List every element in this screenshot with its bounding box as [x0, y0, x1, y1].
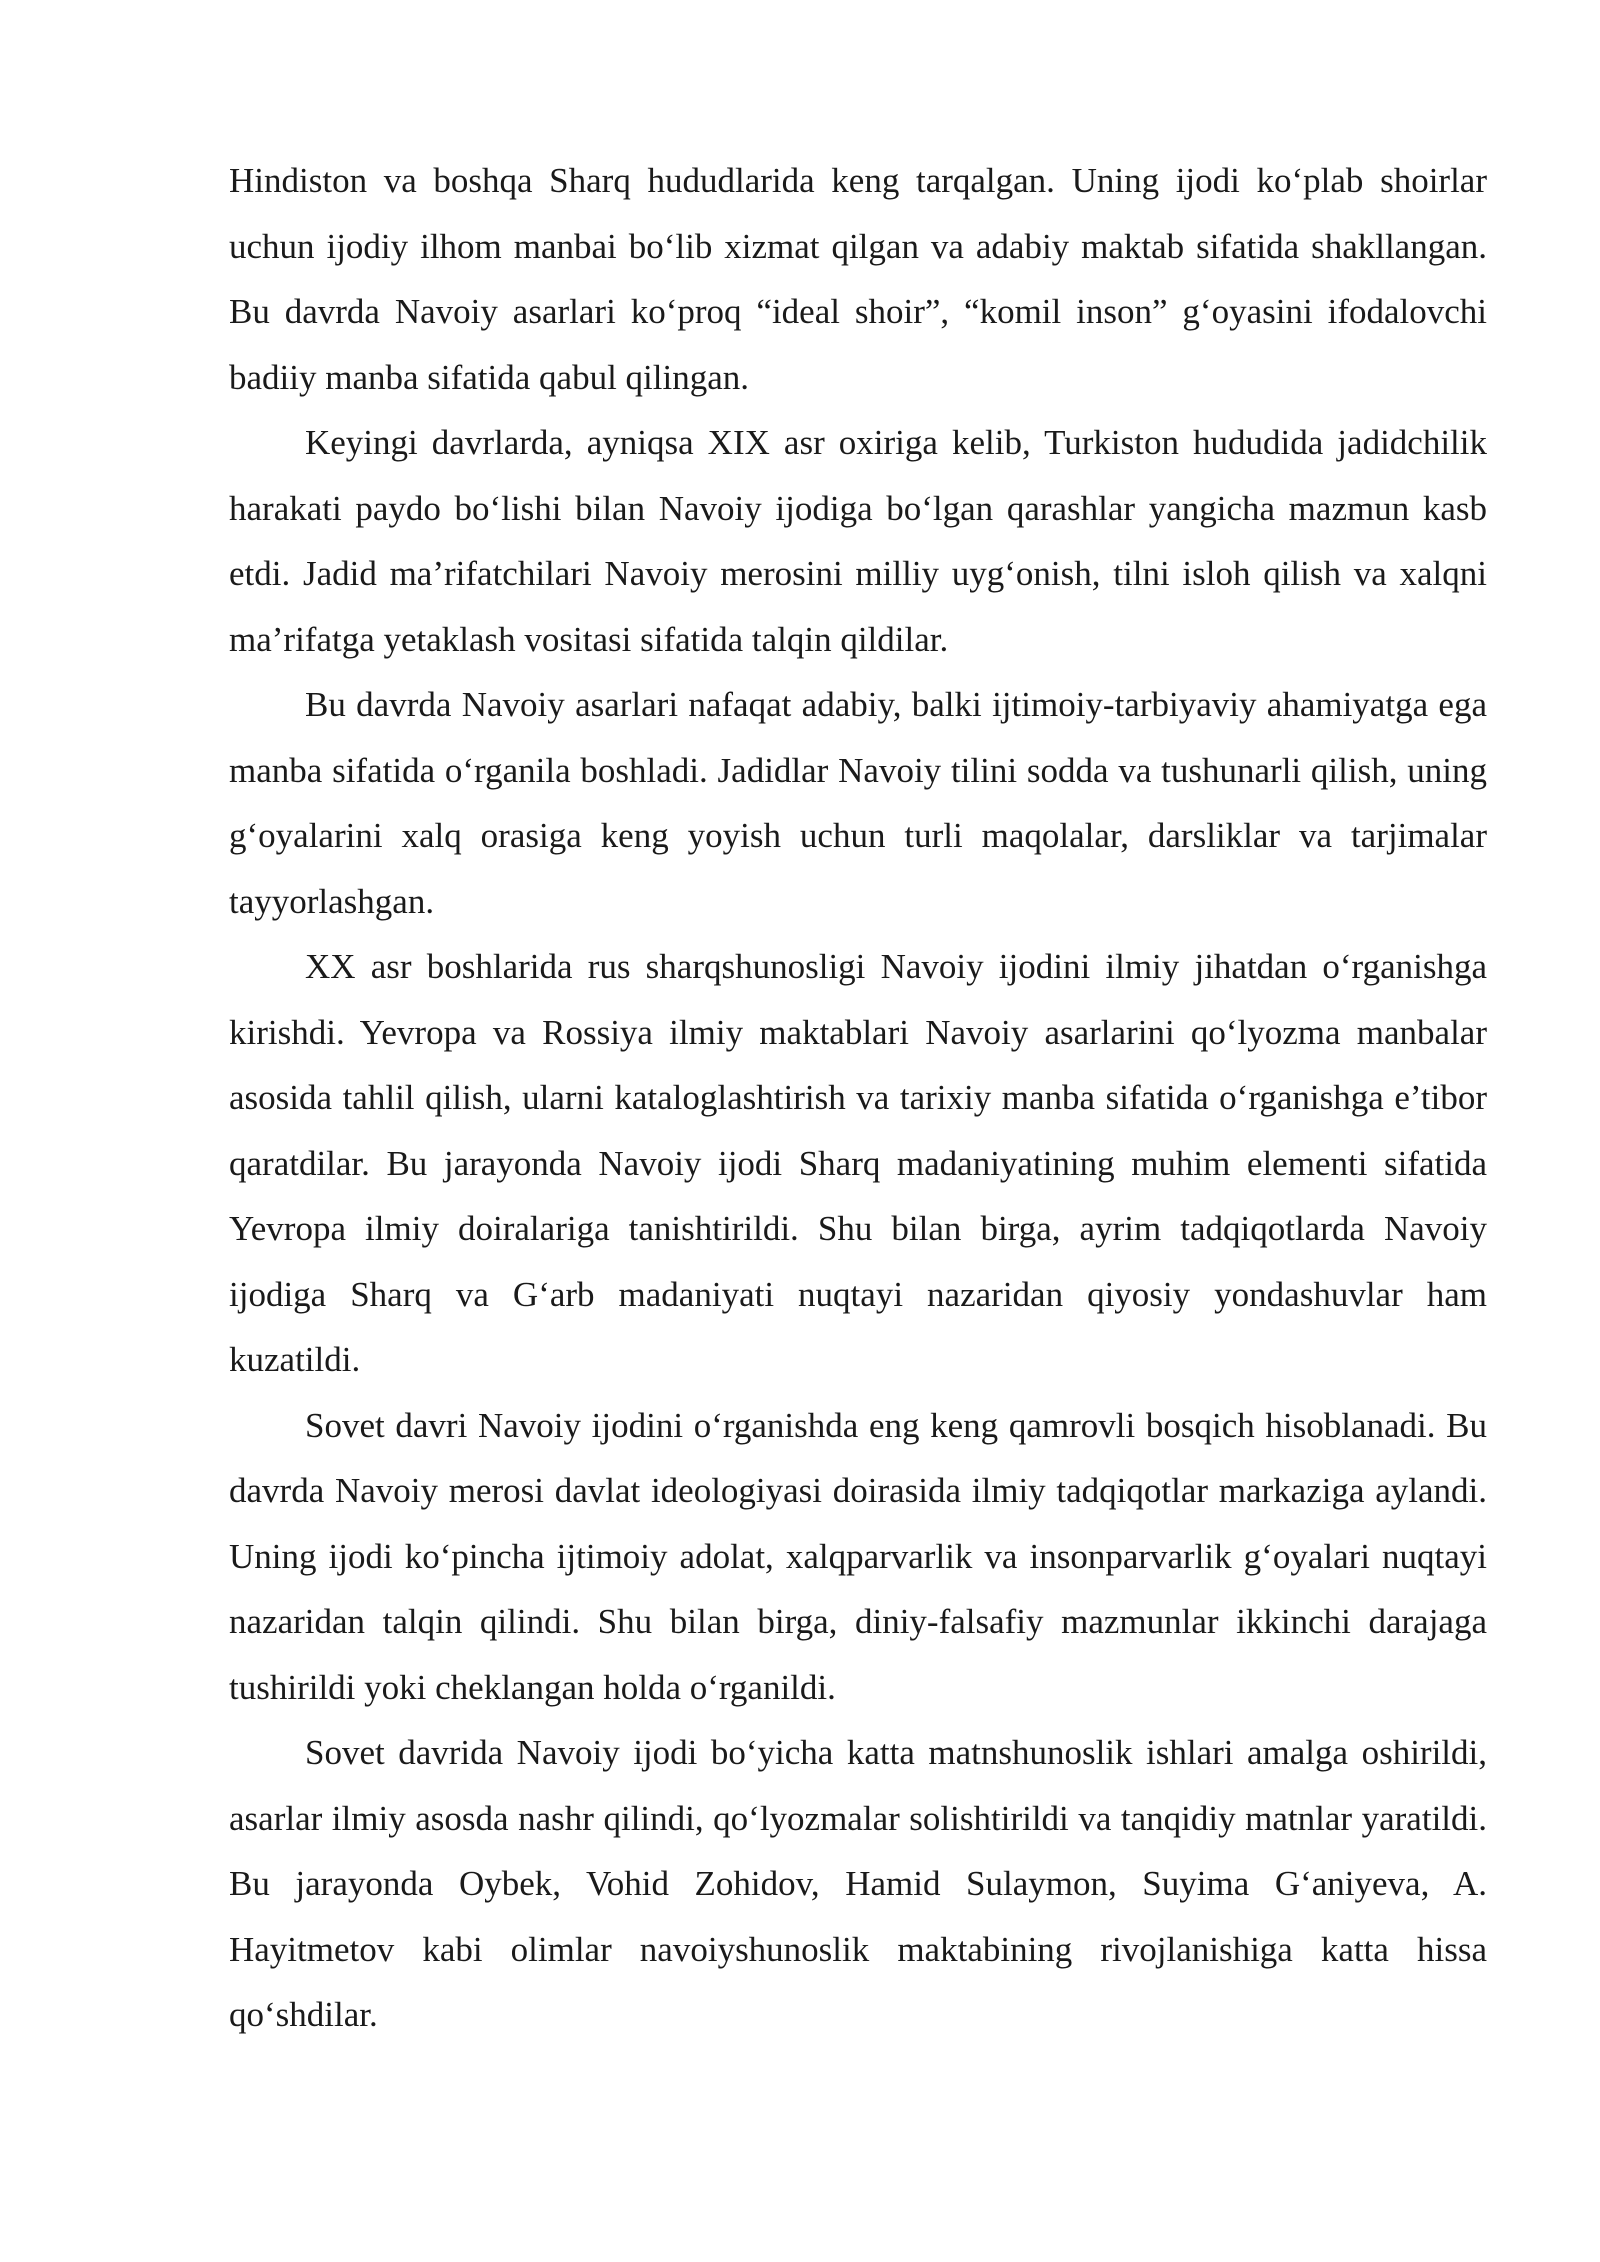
- paragraph-soviet-textology: Sovet davrida Navoiy ijodi bo‘yicha katta matnshunoslik ishlari amalga oshirildi, asarlar ilmiy asosda nashr qilindi, qo‘lyozmalar solishtirildi va tanqidiy matnlar yaratildi. Bu jarayonda Oybek, Vohid Zohidov, Hamid Sulaymon, Suyima G‘aniyeva, A. Hayitmetov kabi olimlar navoiyshunoslik maktabining rivojlanishiga katta hissa qo‘shdilar.: [229, 1733, 1487, 2034]
- paragraph-russian-orientalism: XX asr boshlarida rus sharqshunosligi Navoiy ijodini ilmiy jihatdan o‘rganishga kirishdi. Yevropa va Rossiya ilmiy maktablari Navoiy asarlarini qo‘lyozma manbalar asosida tahlil qilish, ularni kataloglashtirish va tarixiy manba sifatida o‘rganishga e’tibor qaratdilar. Bu jarayonda Navoiy ijodi Sharq madaniyatining muhim elementi sifatida Yevropa ilmiy doiralariga tanishtirildi. Shu bilan birga, ayrim tadqiqotlarda Navoiy ijodiga Sharq va G‘arb madaniyati nuqtayi nazaridan qiyosiy yondashuvlar ham kuzatildi.: [229, 947, 1487, 1379]
- paragraph-soviet-period: Sovet davri Navoiy ijodini o‘rganishda eng keng qamrovli bosqich hisoblanadi. Bu davrda Navoiy merosi davlat ideologiyasi doirasida ilmiy tadqiqotlar markaziga aylandi. Uning ijodi ko‘pincha ijtimoiy adolat, xalqparvarlik va insonparvarlik g‘oyalari nuqtayi nazaridan talqin qilindi. Shu bilan birga, diniy-falsafiy mazmunlar ikkinchi darajaga tushirildi yoki cheklangan holda o‘rganildi.: [229, 1405, 1487, 1707]
- document-body: [229, 148, 1487, 2048]
- paragraph-continuation: Hindiston va boshqa Sharq hududlarida keng tarqalgan. Uning ijodi ko‘plab shoirlar uchun ijodiy ilhom manbai bo‘lib xizmat qilgan va adabiy maktab sifatida shakllangan. Bu davrda Navoiy asarlari ko‘proq “ideal shoir”, “komil inson” g‘oyasini ifodalovchi badiiy manba sifatida qabul qilingan.: [229, 161, 1487, 397]
- paragraph-jadid-education: Bu davrda Navoiy asarlari nafaqat adabiy, balki ijtimoiy-tarbiyaviy ahamiyatga ega manba sifatida o‘rganila boshladi. Jadidlar Navoiy tilini sodda va tushunarli qilish, uning g‘oyalarini xalq orasiga keng yoyish uchun turli maqolalar, darsliklar va tarjimalar tayyorlashgan.: [229, 685, 1487, 921]
- paragraph-jadid-movement: Keyingi davrlarda, ayniqsa XIX asr oxiriga kelib, Turkiston hududida jadidchilik harakati paydo bo‘lishi bilan Navoiy ijodiga bo‘lgan qarashlar yangicha mazmun kasb etdi. Jadid ma’rifatchilari Navoiy merosini milliy uyg‘onish, tilni isloh qilish va xalqni ma’rifatga yetaklash vositasi sifatida talqin qildilar.: [229, 423, 1487, 659]
